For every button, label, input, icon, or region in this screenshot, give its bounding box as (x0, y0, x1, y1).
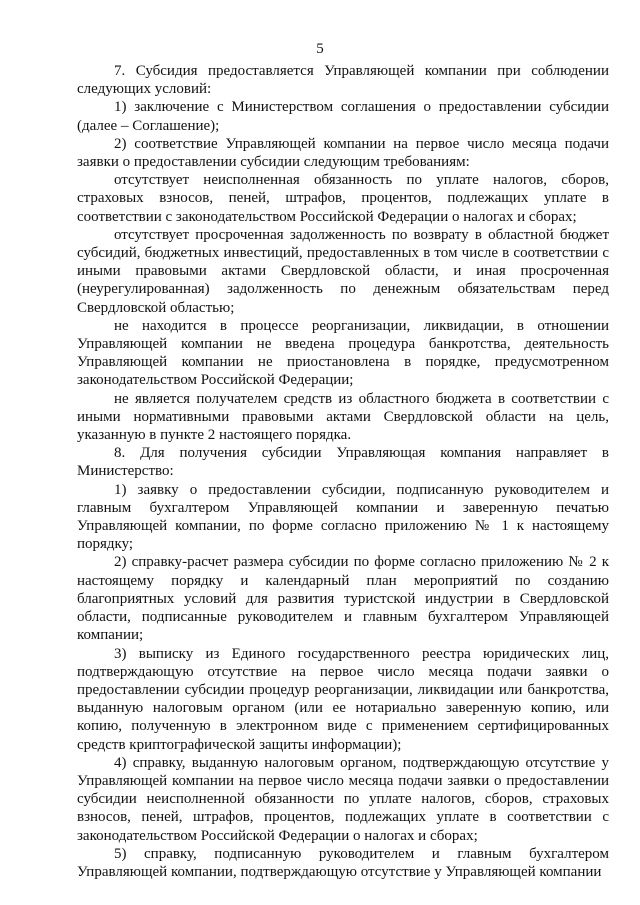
paragraph-8-item-2: 2) справку-расчет размера субсидии по форме согласно приложению № 2 к настоящему порядку и календарный план мероприятий по созданию благоприятных условий для развития туристской индустрии в Свердловской области, подписанные руководителем и главным бухгалтером Управляющей компании; (77, 554, 609, 644)
requirement-no-tax-debt: отсутствует неисполненная обязанность по уплате налогов, сборов, страховых взносов, пеней, штрафов, процентов, подлежащих уплате в соответствии с законодательством Российской Федерации о налогах и сборах; (77, 172, 609, 225)
requirement-not-recipient: не является получателем средств из областного бюджета в соответствии с иными нормативными правовыми актами Свердловской области на цель, указанную в пункте 2 настоящего порядка. (77, 390, 609, 444)
paragraph-8-item-5: 5) справку, подписанную руководителем и главным бухгалтером Управляющей компании, подтверждающую отсутствие у Управляющей компании (77, 845, 609, 880)
page-number: 5 (316, 41, 324, 57)
paragraph-8-intro: 8. Для получения субсидии Управляющая компания направляет в Министерство: (77, 445, 609, 480)
paragraph-7-intro: 7. Субсидия предоставляется Управляющей компании при соблюдении следующих условий: (77, 63, 609, 98)
paragraph-7-item-1: 1) заключение с Министерством соглашения о предоставлении субсидии (далее – Соглашение); (77, 99, 609, 134)
paragraph-8-item-1: 1) заявку о предоставлении субсидии, подписанную руководителем и главным бухгалтером Управляющей компании и заверенную печатью Управляющей компании, по форме согласно приложению № 1 к настоящему порядку; (77, 481, 609, 553)
paragraph-7-item-2: 2) соответствие Управляющей компании на первое число месяца подачи заявки о предоставлении субсидии следующим требованиям: (77, 135, 609, 171)
paragraph-8-item-3: 3) выписку из Единого государственного реестра юридических лиц, подтверждающую отсутствие на первое число месяца подачи заявки о предоставлении субсидии процедур реорганизации, ликвидации или банкротства, выданную налоговым органом (или ее нотариально заверенную копию, или копию, полученную в электронном виде с применением сертифицированных средств криптографической защиты информации); (77, 645, 609, 753)
paragraph-8-item-4: 4) справку, выданную налоговым органом, подтверждающую отсутствие у Управляющей компании на первое число месяца подачи заявки о предоставлении субсидии неисполненной обязанности по уплате налогов, сборов, страховых взносов, пеней, штрафов, процентов, подлежащих уплате в соответствии с законодательством Российской Федерации о налогах и сборах; (77, 754, 609, 844)
document-body (77, 62, 609, 881)
requirement-no-overdue-debt: отсутствует просроченная задолженность по возврату в областной бюджет субсидий, бюджетных инвестиций, предоставленных в том числе в соответствии с иными правовыми актами Свердловской области, и иная просроченная (неурегулированная) задолженность по денежным обязательствам перед Свердловской областью; (77, 226, 609, 316)
requirement-no-reorganization: не находится в процессе реорганизации, ликвидации, в отношении Управляющей компании не введена процедура банкротства, деятельность Управляющей компании не приостановлена в порядке, предусмотренном законодательством Российской Федерации; (77, 317, 609, 389)
